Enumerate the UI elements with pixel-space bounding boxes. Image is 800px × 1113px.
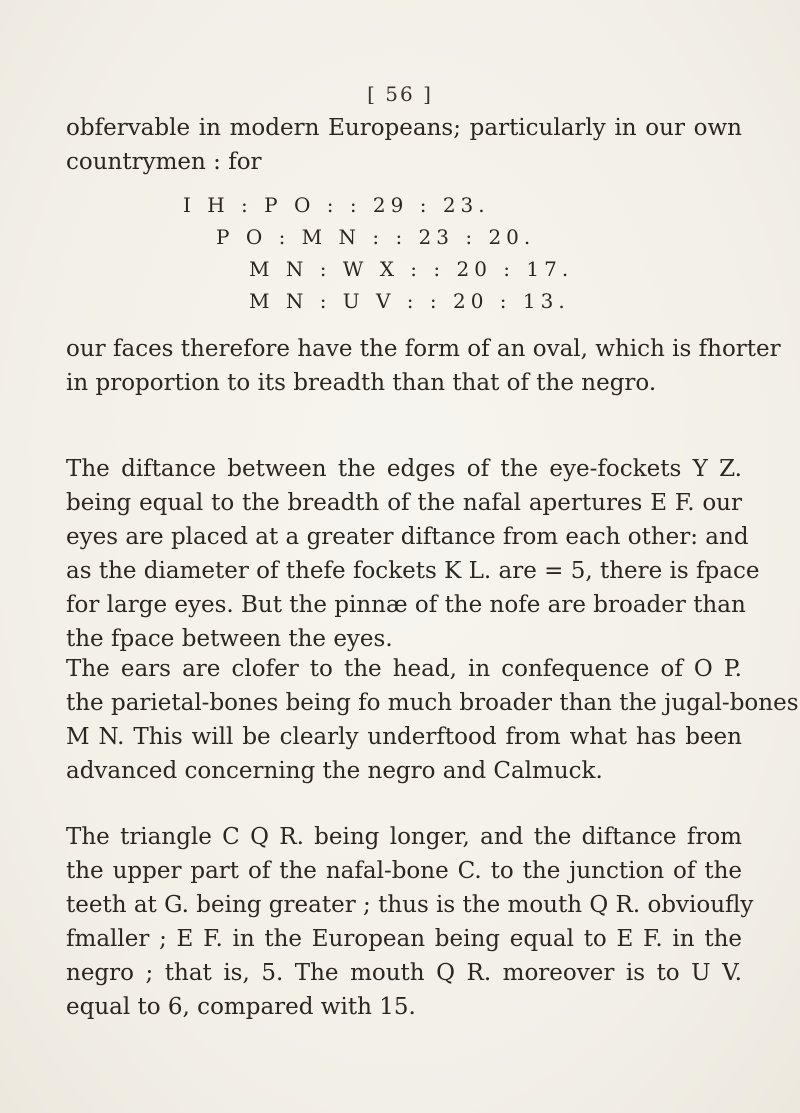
text-line: our faces therefore have the form of an oval, which is fhorter [66, 336, 781, 362]
paragraph-ears [66, 652, 799, 788]
text-line: for large eyes. But the pinnæ of the nofe are broader than [66, 592, 746, 618]
text-line: The diftance between the edges of the eye-fockets Y Z. [66, 456, 742, 482]
paragraph-eye-sockets [66, 452, 760, 656]
text-line: obfervable in modern Europeans; particularly in our own [66, 115, 742, 141]
text-line: The ears are clofer to the head, in confequence of O P. [66, 656, 742, 682]
text-line: being equal to the breadth of the nafal apertures E F. our [66, 490, 742, 516]
text-line: teeth at G. being greater ; thus is the mouth Q R. obvioufly [66, 892, 754, 918]
text-line: countrymen : for [66, 149, 262, 175]
proportion-row: M N : W X : : 20 : 17. [249, 257, 574, 281]
text-line: equal to 6, compared with 15. [66, 994, 416, 1020]
text-line: as the diameter of thefe fockets K L. are = 5, there is fpace [66, 558, 760, 584]
text-line: in proportion to its breadth than that of the negro. [66, 370, 657, 396]
text-line: the parietal-bones being fo much broader than the jugal-bones [66, 690, 799, 716]
proportion-row: I H : P O : : 29 : 23. [183, 193, 490, 217]
text-line: advanced concerning the negro and Calmuck. [66, 758, 603, 784]
text-line: the upper part of the nafal-bone C. to the junction of the [66, 858, 742, 884]
text-line: The triangle C Q R. being longer, and the diftance from [66, 824, 742, 850]
proportion-row: P O : M N : : 23 : 20. [216, 225, 536, 249]
text-line: the fpace between the eyes. [66, 626, 393, 652]
paragraph-triangle [66, 820, 754, 1024]
proportion-row: M N : U V : : 20 : 13. [249, 289, 570, 313]
paragraph-oval-face [66, 332, 781, 400]
page-number: [ 56 ] [367, 82, 433, 106]
text-line: negro ; that is, 5. The mouth Q R. moreover is to U V. [66, 960, 742, 986]
text-line: fmaller ; E F. in the European being equal to E F. in the [66, 926, 742, 952]
text-line: M N. This will be clearly underftood from what has been [66, 724, 742, 750]
intro-paragraph [66, 111, 742, 179]
text-line: eyes are placed at a greater diftance from each other: and [66, 524, 749, 550]
